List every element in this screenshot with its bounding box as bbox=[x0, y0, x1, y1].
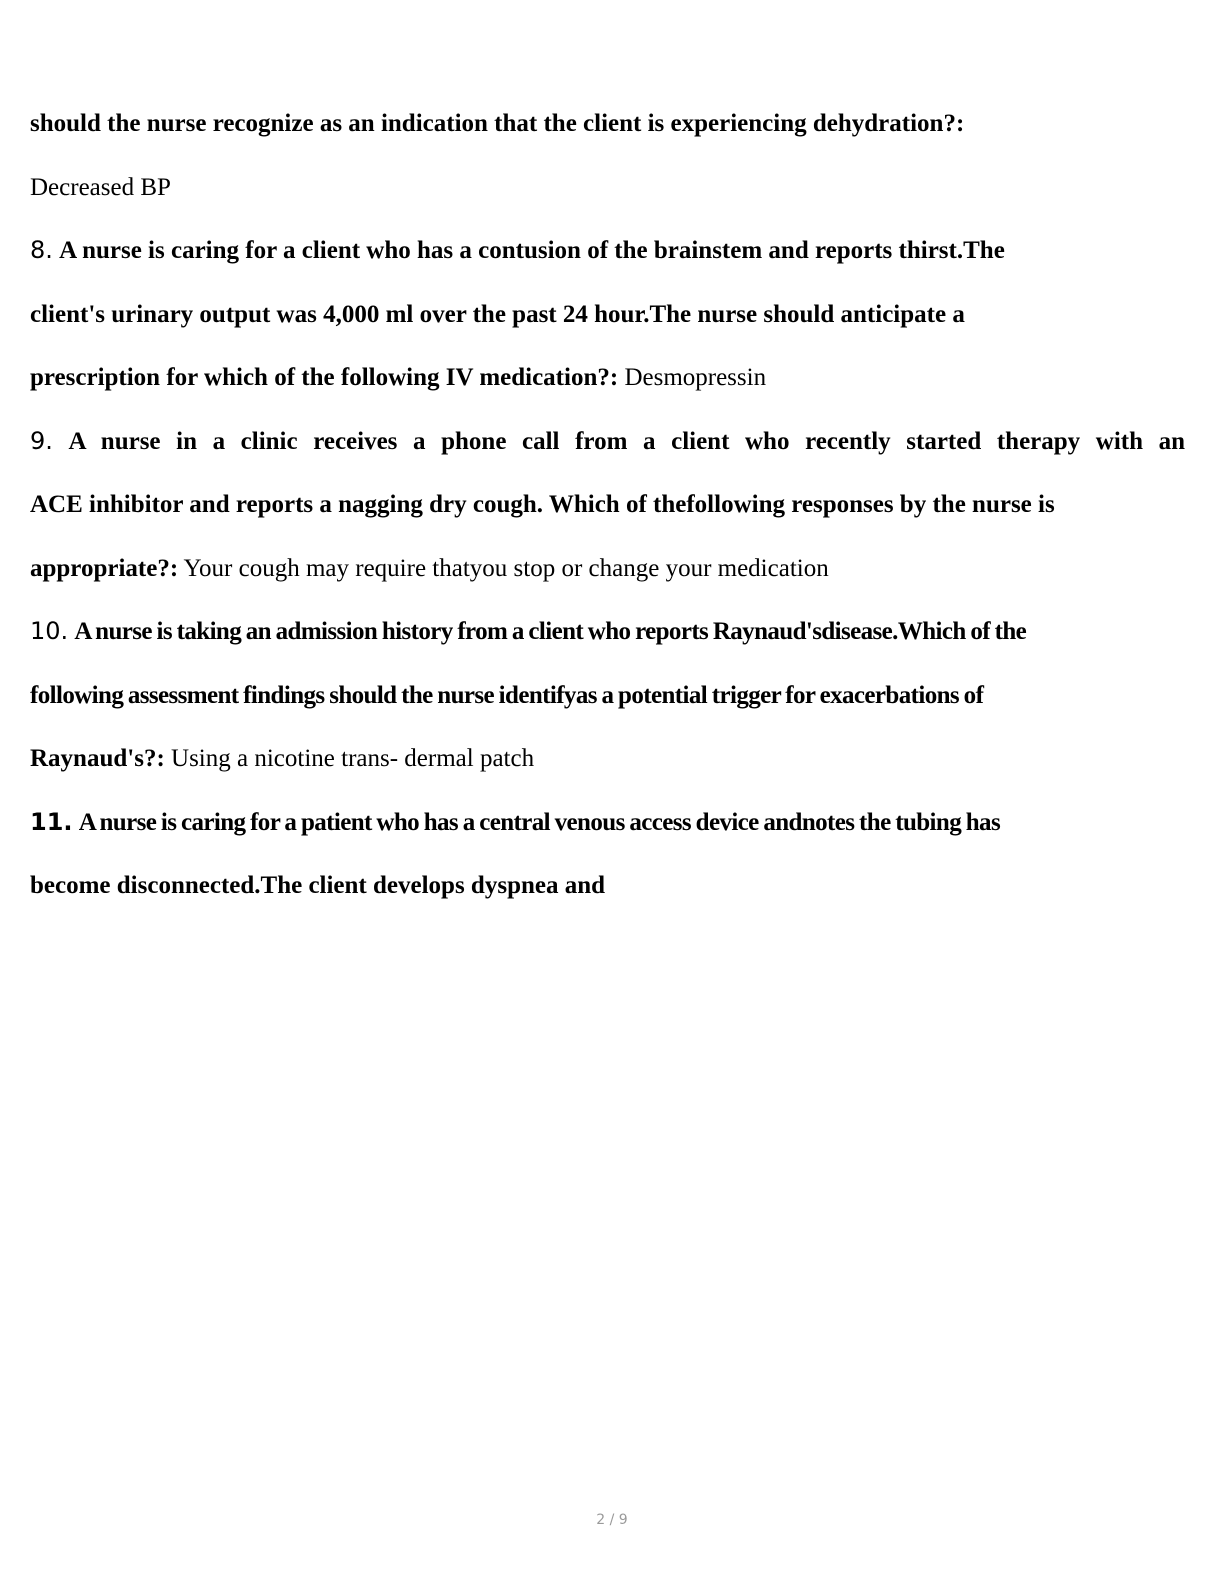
question-10-text-1: A nurse is taking an admission history from a client who reports Raynaud'sdisease.Which of the bbox=[74, 618, 1027, 645]
question-10-number: 10. bbox=[30, 617, 69, 645]
question-7-answer: Decreased BP bbox=[30, 173, 171, 201]
question-8-line-2 bbox=[30, 283, 1185, 347]
question-8-number: 8. bbox=[30, 236, 53, 264]
question-9-answer: Your cough may require thatyou stop or change your medication bbox=[183, 554, 829, 582]
question-7-answer-line bbox=[30, 156, 1185, 220]
document-body bbox=[30, 92, 1185, 918]
question-8-line-3 bbox=[30, 346, 1185, 410]
question-9-line-2 bbox=[30, 473, 1185, 537]
question-9-number: 9. bbox=[30, 426, 53, 455]
question-10-answer: Using a nicotine trans- dermal patch bbox=[171, 745, 535, 772]
question-9-text-1: A nurse in a clinic receives a phone call from a client who recently started therapy with an bbox=[68, 427, 1185, 455]
question-11-text-1: A nurse is caring for a patient who has a central venous access device andnotes the tubing has bbox=[78, 808, 1001, 836]
question-9-line-3 bbox=[30, 537, 1185, 601]
question-11-text-2: become disconnected.The client develops dyspnea and bbox=[30, 872, 606, 899]
question-11-number: 11. bbox=[30, 807, 73, 836]
question-8-text-1: A nurse is caring for a client who has a contusion of the brainstem and reports thirst.The bbox=[59, 237, 1005, 264]
question-8-text-3: prescription for which of the following IV medication?: bbox=[30, 364, 619, 391]
question-8-line-1 bbox=[30, 219, 1185, 283]
question-10-line-3 bbox=[30, 727, 1185, 791]
question-11-line-1 bbox=[30, 791, 1185, 855]
question-11-line-2 bbox=[30, 854, 1185, 918]
question-9-text-3: appropriate?: bbox=[30, 554, 179, 582]
question-8-answer: Desmopressin bbox=[624, 364, 767, 391]
question-10-text-3: Raynaud's?: bbox=[30, 745, 165, 772]
question-9-text-2: ACE inhibitor and reports a nagging dry cough. Which of thefollowing responses by the nurse is bbox=[30, 491, 1055, 518]
question-10-line-2 bbox=[30, 664, 1185, 728]
page-indicator: 2 / 9 bbox=[596, 1512, 628, 1528]
question-9-line-1 bbox=[30, 410, 1185, 474]
question-7-line-1 bbox=[30, 92, 1185, 156]
question-10-line-1 bbox=[30, 600, 1185, 664]
question-10-text-2: following assessment findings should the nurse identifyas a potential trigger for exacerbations of bbox=[30, 681, 984, 709]
question-8-text-2: client's urinary output was 4,000 ml over the past 24 hour.The nurse should anticipate a bbox=[30, 300, 965, 328]
question-7-text: should the nurse recognize as an indication that the client is experiencing dehydration?: bbox=[30, 110, 965, 137]
